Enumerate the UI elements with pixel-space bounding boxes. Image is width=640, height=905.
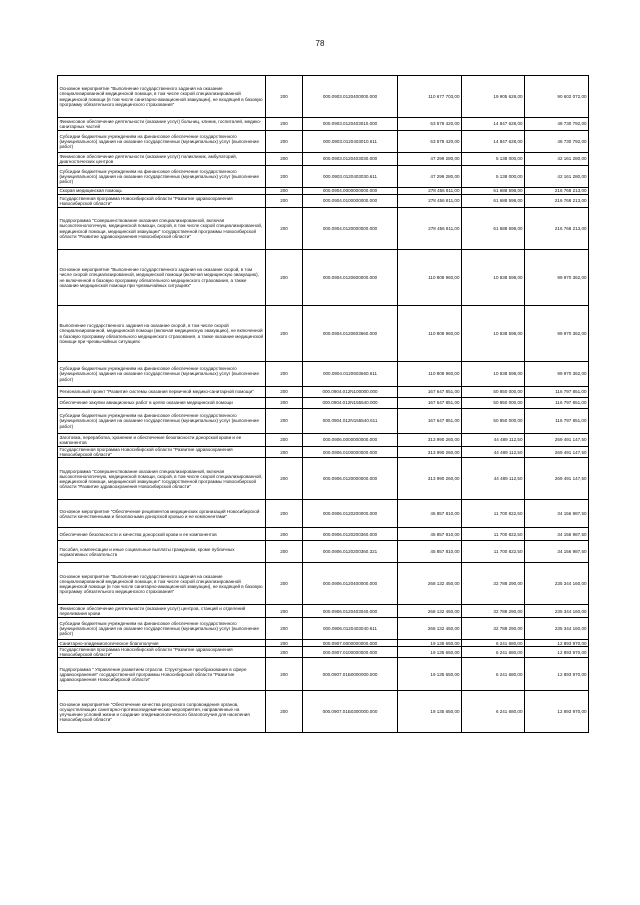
row-classification-code-cell: 000.0906.0120000000.000 bbox=[303, 458, 398, 500]
row-amount-remaining-cell: 34 156 987,50 bbox=[525, 500, 589, 528]
row-amount-approved-cell: 19 135 650,00 bbox=[398, 691, 462, 733]
row-name-cell: Выполнение государственного задания на оказание скорой, в том числе скорой специализированной, медицинской помощи (включая медицинскую эвакуацию), не включенной в базовую программу обязательного медицинского страхования, а также оказание медицинской помощи при чрезвычайных ситуациях bbox=[58, 306, 266, 362]
row-code-cell: 200 bbox=[266, 208, 303, 250]
row-name-cell: Подпрограмма "Совершенствование оказания специализированной, включая высокотехнологичную, медицинской помощи, скорой, в том числе скорой специализированной, медицинской помощи, медицинской эвакуации" государственной программы Новосибирской области "Развитие здравоохранения Новосибирской области" bbox=[58, 208, 266, 250]
row-amount-approved-cell: 278 456 811,00 bbox=[398, 208, 462, 250]
row-code-cell: 200 bbox=[266, 153, 303, 166]
row-name-cell: Обеспечение безопасности и качества донорской крови и ее компонентов bbox=[58, 528, 266, 541]
row-classification-code-cell: 000.0904.0000000000.000 bbox=[303, 188, 398, 195]
row-name-cell: Субсидии бюджетным учреждениям на финансовое обеспечение государственного (муниципального) задания на оказание государственных (муниципальных) услуг (выполнение работ) bbox=[58, 409, 266, 434]
row-amount-executed-cell: 11 700 822,50 bbox=[462, 528, 525, 541]
row-amount-executed-cell: 50 850 000,00 bbox=[462, 387, 525, 398]
row-amount-executed-cell: 61 688 598,00 bbox=[462, 195, 525, 208]
row-code-cell: 200 bbox=[266, 605, 303, 618]
row-code-cell: 200 bbox=[266, 500, 303, 528]
table-row bbox=[58, 76, 589, 118]
row-amount-approved-cell: 313 990 260,00 bbox=[398, 447, 462, 458]
row-code-cell: 200 bbox=[266, 409, 303, 434]
table-row bbox=[58, 188, 589, 195]
row-amount-executed-cell: 10 838 598,00 bbox=[462, 250, 525, 306]
row-classification-code-cell: 000.0906.0120200360.000 bbox=[303, 528, 398, 541]
row-code-cell: 200 bbox=[266, 76, 303, 118]
row-classification-code-cell: 000.0904.0120603660.611 bbox=[303, 362, 398, 387]
row-amount-approved-cell: 268 132 450,00 bbox=[398, 563, 462, 605]
row-classification-code-cell: 000.0906.0120403040.611 bbox=[303, 618, 398, 640]
table-row bbox=[58, 618, 589, 640]
row-amount-remaining-cell: 116 797 851,00 bbox=[525, 409, 589, 434]
row-amount-remaining-cell: 235 344 160,00 bbox=[525, 563, 589, 605]
table-row bbox=[58, 434, 589, 447]
row-classification-code-cell: 000.0907.01Б0300000.000 bbox=[303, 691, 398, 733]
row-code-cell: 200 bbox=[266, 398, 303, 409]
row-code-cell: 200 bbox=[266, 640, 303, 647]
row-classification-code-cell: 000.0906.0120403040.000 bbox=[303, 605, 398, 618]
row-amount-approved-cell: 278 456 811,00 bbox=[398, 195, 462, 208]
row-name-cell: Санитарно-эпидемиологическое благополучие bbox=[58, 640, 266, 647]
row-classification-code-cell: 000.0907.0100000000.000 bbox=[303, 647, 398, 658]
row-code-cell: 200 bbox=[266, 658, 303, 691]
row-name-cell: Обеспечение закупки авиационных работ в целях оказания медицинской помощи bbox=[58, 398, 266, 409]
row-code-cell: 200 bbox=[266, 447, 303, 458]
row-amount-approved-cell: 278 456 811,00 bbox=[398, 188, 462, 195]
row-name-cell: Субсидии бюджетным учреждениям на финансовое обеспечение государственного (муниципального) задания на оказание государственных (муниципальных) услуг (выполнение работ) bbox=[58, 131, 266, 153]
row-name-cell: Пособия, компенсации и иные социальные выплаты гражданам, кроме публичных нормативных обязательств bbox=[58, 541, 266, 563]
row-name-cell: Государственная программа Новосибирской области "Развитие здравоохранения Новосибирской области" bbox=[58, 647, 266, 658]
row-amount-approved-cell: 47 299 280,00 bbox=[398, 153, 462, 166]
row-amount-executed-cell: 5 138 000,00 bbox=[462, 153, 525, 166]
row-amount-remaining-cell: 269 491 147,50 bbox=[525, 458, 589, 500]
row-amount-executed-cell: 61 688 598,00 bbox=[462, 188, 525, 195]
row-amount-approved-cell: 110 808 960,00 bbox=[398, 306, 462, 362]
row-amount-approved-cell: 45 857 810,00 bbox=[398, 528, 462, 541]
row-amount-remaining-cell: 48 730 792,00 bbox=[525, 118, 589, 131]
row-code-cell: 200 bbox=[266, 647, 303, 658]
table-row bbox=[58, 250, 589, 306]
row-amount-executed-cell: 6 241 680,00 bbox=[462, 658, 525, 691]
row-amount-remaining-cell: 235 344 160,00 bbox=[525, 618, 589, 640]
row-classification-code-cell: 000.0906.0120200000.000 bbox=[303, 500, 398, 528]
row-amount-executed-cell: 6 241 680,00 bbox=[462, 640, 525, 647]
table-row bbox=[58, 640, 589, 647]
row-name-cell: Субсидии бюджетным учреждениям на финансовое обеспечение государственного (муниципального) задания на оказание государственных (муниципальных) услуг (выполнение работ) bbox=[58, 362, 266, 387]
row-amount-remaining-cell: 99 970 362,00 bbox=[525, 362, 589, 387]
row-code-cell: 200 bbox=[266, 528, 303, 541]
row-amount-approved-cell: 47 299 280,00 bbox=[398, 166, 462, 188]
row-code-cell: 200 bbox=[266, 362, 303, 387]
row-name-cell: Основное мероприятие "Выполнение государственного задания на оказание специализированной медицинской помощи, в том числе скорой специализированной медицинской помощи (в том числе санитарно-авиационной эвакуации), не входящей в базовую программу обязательного медицинского страхования" bbox=[58, 563, 266, 605]
row-amount-remaining-cell: 269 491 147,50 bbox=[525, 447, 589, 458]
row-amount-executed-cell: 32 788 290,00 bbox=[462, 618, 525, 640]
row-amount-approved-cell: 313 990 260,00 bbox=[398, 458, 462, 500]
row-name-cell: Финансовое обеспечение деятельности (оказание услуг) больниц, клиник, госпиталей, медико-санитарных частей bbox=[58, 118, 266, 131]
row-name-cell: Финансовое обеспечение деятельности (оказание услуг) центров, станций и отделений переливания крови bbox=[58, 605, 266, 618]
row-amount-executed-cell: 14 847 628,00 bbox=[462, 131, 525, 153]
row-code-cell: 200 bbox=[266, 434, 303, 447]
row-classification-code-cell: 000.0903.0120400000.000 bbox=[303, 76, 398, 118]
row-amount-remaining-cell: 12 893 970,00 bbox=[525, 691, 589, 733]
row-amount-remaining-cell: 42 161 280,00 bbox=[525, 166, 589, 188]
row-amount-approved-cell: 110 808 960,00 bbox=[398, 362, 462, 387]
row-classification-code-cell: 000.0904.012N100000.000 bbox=[303, 387, 398, 398]
row-classification-code-cell: 000.0907.0000000000.000 bbox=[303, 640, 398, 647]
row-amount-executed-cell: 5 138 000,00 bbox=[462, 166, 525, 188]
row-amount-executed-cell: 44 489 112,50 bbox=[462, 447, 525, 458]
row-classification-code-cell: 000.0903.0120403010.611 bbox=[303, 131, 398, 153]
table-row bbox=[58, 398, 589, 409]
row-name-cell: Основное мероприятие "Обеспечение реципиентов медицинских организаций Новосибирской области качественными и безопасными донорской кровью и ее компонентами" bbox=[58, 500, 266, 528]
row-amount-remaining-cell: 90 602 072,00 bbox=[525, 76, 589, 118]
row-code-cell: 200 bbox=[266, 618, 303, 640]
row-amount-remaining-cell: 42 161 280,00 bbox=[525, 153, 589, 166]
table-row bbox=[58, 409, 589, 434]
table-row bbox=[58, 362, 589, 387]
row-code-cell: 200 bbox=[266, 691, 303, 733]
table-row bbox=[58, 605, 589, 618]
row-classification-code-cell: 000.0904.0100000000.000 bbox=[303, 195, 398, 208]
row-amount-approved-cell: 19 135 650,00 bbox=[398, 640, 462, 647]
row-code-cell: 200 bbox=[266, 188, 303, 195]
row-classification-code-cell: 000.0906.0000000000.000 bbox=[303, 434, 398, 447]
row-amount-approved-cell: 167 647 851,00 bbox=[398, 387, 462, 398]
row-classification-code-cell: 000.0906.0100000000.000 bbox=[303, 447, 398, 458]
row-amount-remaining-cell: 216 768 213,00 bbox=[525, 195, 589, 208]
row-name-cell: Государственная программа Новосибирской области "Развитие здравоохранения Новосибирской области" bbox=[58, 195, 266, 208]
row-amount-executed-cell: 44 489 112,50 bbox=[462, 434, 525, 447]
table-row bbox=[58, 647, 589, 658]
table-row bbox=[58, 691, 589, 733]
budget-table-body bbox=[58, 76, 589, 733]
table-row bbox=[58, 458, 589, 500]
row-name-cell: Скорая медицинская помощь bbox=[58, 188, 266, 195]
table-row bbox=[58, 195, 589, 208]
row-name-cell: Подпрограмма "Совершенствование оказания специализированной, включая высокотехнологичную, медицинской помощи, скорой, в том числе скорой специализированной, медицинской помощи, медицинской эвакуации" государственной программы Новосибирской области "Развитие здравоохранения Новосибирской области" bbox=[58, 458, 266, 500]
row-name-cell: Государственная программа Новосибирской области "Развитие здравоохранения Новосибирской области" bbox=[58, 447, 266, 458]
row-amount-approved-cell: 167 647 851,00 bbox=[398, 398, 462, 409]
row-name-cell: Субсидии бюджетным учреждениям на финансовое обеспечение государственного (муниципального) задания на оказание государственных (муниципальных) услуг (выполнение работ) bbox=[58, 166, 266, 188]
row-amount-remaining-cell: 99 970 362,00 bbox=[525, 306, 589, 362]
row-amount-approved-cell: 63 578 420,00 bbox=[398, 131, 462, 153]
row-amount-remaining-cell: 12 893 970,00 bbox=[525, 640, 589, 647]
row-code-cell: 200 bbox=[266, 250, 303, 306]
row-classification-code-cell: 000.0904.0120603660.000 bbox=[303, 306, 398, 362]
row-classification-code-cell: 000.0907.01Б0000000.000 bbox=[303, 658, 398, 691]
row-amount-executed-cell: 61 688 598,00 bbox=[462, 208, 525, 250]
row-name-cell: Субсидии бюджетным учреждениям на финансовое обеспечение государственного (муниципального) задания на оказание государственных (муниципальных) услуг (выполнение работ) bbox=[58, 618, 266, 640]
row-amount-approved-cell: 110 808 960,00 bbox=[398, 250, 462, 306]
row-code-cell: 200 bbox=[266, 306, 303, 362]
row-amount-remaining-cell: 116 797 851,00 bbox=[525, 398, 589, 409]
row-amount-executed-cell: 11 700 822,50 bbox=[462, 500, 525, 528]
row-code-cell: 200 bbox=[266, 195, 303, 208]
row-amount-approved-cell: 268 132 450,00 bbox=[398, 605, 462, 618]
row-amount-remaining-cell: 235 344 160,00 bbox=[525, 605, 589, 618]
row-amount-approved-cell: 45 857 810,00 bbox=[398, 541, 462, 563]
table-row bbox=[58, 563, 589, 605]
row-amount-executed-cell: 6 241 680,00 bbox=[462, 691, 525, 733]
table-row bbox=[58, 118, 589, 131]
table-row bbox=[58, 500, 589, 528]
row-amount-executed-cell: 14 847 628,00 bbox=[462, 118, 525, 131]
row-classification-code-cell: 000.0903.0120403030.000 bbox=[303, 153, 398, 166]
table-row bbox=[58, 387, 589, 398]
row-amount-remaining-cell: 12 893 970,00 bbox=[525, 658, 589, 691]
row-classification-code-cell: 000.0906.0120200360.321 bbox=[303, 541, 398, 563]
row-amount-executed-cell: 50 850 000,00 bbox=[462, 398, 525, 409]
row-name-cell: Подпрограмма " Управление развитием отрасли. Структурные преобразования в сфере здравоохранения" государственной программы Новосибирской области "Развитие здравоохранения Новосибирской области" bbox=[58, 658, 266, 691]
row-amount-remaining-cell: 269 491 147,50 bbox=[525, 434, 589, 447]
row-name-cell: Региональный проект "Развитие системы оказания первичной медико-санитарной помощи" bbox=[58, 387, 266, 398]
table-row bbox=[58, 166, 589, 188]
row-classification-code-cell: 000.0903.0120403030.611 bbox=[303, 166, 398, 188]
budget-table bbox=[57, 75, 589, 733]
table-row bbox=[58, 541, 589, 563]
row-amount-remaining-cell: 99 970 362,00 bbox=[525, 250, 589, 306]
row-amount-remaining-cell: 216 768 213,00 bbox=[525, 208, 589, 250]
row-amount-approved-cell: 45 857 810,00 bbox=[398, 500, 462, 528]
page-number: 78 bbox=[315, 39, 325, 48]
row-amount-executed-cell: 44 489 112,50 bbox=[462, 458, 525, 500]
row-code-cell: 200 bbox=[266, 563, 303, 605]
table-row bbox=[58, 306, 589, 362]
row-amount-approved-cell: 167 647 851,00 bbox=[398, 409, 462, 434]
row-amount-approved-cell: 19 135 650,00 bbox=[398, 658, 462, 691]
row-classification-code-cell: 000.0904.012N155540.611 bbox=[303, 409, 398, 434]
row-code-cell: 200 bbox=[266, 387, 303, 398]
row-code-cell: 200 bbox=[266, 541, 303, 563]
row-name-cell: Основное мероприятие "Обеспечение качества ресурсного сопровождения органов, осуществляющих санитарно-противоэпидемические мероприятия, направленные на улучшение условий жизни и создание эпидемиологического благополучия для населения Новосибирской области" bbox=[58, 691, 266, 733]
row-classification-code-cell: 000.0903.0120403010.000 bbox=[303, 118, 398, 131]
row-code-cell: 200 bbox=[266, 131, 303, 153]
table-row bbox=[58, 447, 589, 458]
table-row bbox=[58, 658, 589, 691]
row-amount-executed-cell: 32 788 290,00 bbox=[462, 605, 525, 618]
row-amount-executed-cell: 32 788 290,00 bbox=[462, 563, 525, 605]
row-name-cell: Финансовое обеспечение деятельности (оказание услуг) поликлиник, амбулаторий, диагностических центров bbox=[58, 153, 266, 166]
row-amount-executed-cell: 10 838 598,00 bbox=[462, 306, 525, 362]
row-amount-executed-cell: 11 700 822,50 bbox=[462, 541, 525, 563]
row-classification-code-cell: 000.0904.012N155540.000 bbox=[303, 398, 398, 409]
row-amount-executed-cell: 19 905 628,00 bbox=[462, 76, 525, 118]
table-row bbox=[58, 528, 589, 541]
row-amount-executed-cell: 6 241 680,00 bbox=[462, 647, 525, 658]
table-row bbox=[58, 131, 589, 153]
row-amount-remaining-cell: 34 156 987,50 bbox=[525, 541, 589, 563]
row-amount-remaining-cell: 116 797 851,00 bbox=[525, 387, 589, 398]
row-amount-approved-cell: 63 578 420,00 bbox=[398, 118, 462, 131]
row-amount-approved-cell: 313 990 260,00 bbox=[398, 434, 462, 447]
row-name-cell: Заготовка, переработка, хранение и обеспечение безопасности донорской крови и ее компонентов bbox=[58, 434, 266, 447]
row-classification-code-cell: 000.0906.0120400000.000 bbox=[303, 563, 398, 605]
row-amount-executed-cell: 50 850 000,00 bbox=[462, 409, 525, 434]
row-amount-approved-cell: 268 132 450,00 bbox=[398, 618, 462, 640]
row-amount-remaining-cell: 48 730 792,00 bbox=[525, 131, 589, 153]
row-amount-approved-cell: 19 135 650,00 bbox=[398, 647, 462, 658]
row-code-cell: 200 bbox=[266, 166, 303, 188]
row-name-cell: Основное мероприятие "Выполнение государственного задания на оказание скорой, в том числе скорой специализированной, медицинской помощи (включая медицинскую эвакуацию), не включенной в базовую программу обязательного медицинского страхования, а также оказание медицинской помощи при чрезвычайных ситуациях" bbox=[58, 250, 266, 306]
row-amount-remaining-cell: 216 768 213,00 bbox=[525, 188, 589, 195]
row-classification-code-cell: 000.0904.0120000000.000 bbox=[303, 208, 398, 250]
row-code-cell: 200 bbox=[266, 458, 303, 500]
row-name-cell: Основное мероприятие "Выполнение государственного задания на оказание специализированной медицинской помощи, в том числе скорой специализированной медицинской помощи (в том числе санитарно-авиационной эвакуации), не входящей в базовую программу обязательного медицинского страхования" bbox=[58, 76, 266, 118]
row-amount-remaining-cell: 12 893 970,00 bbox=[525, 647, 589, 658]
table-row bbox=[58, 153, 589, 166]
row-amount-remaining-cell: 34 156 987,50 bbox=[525, 528, 589, 541]
row-classification-code-cell: 000.0904.0120600000.000 bbox=[303, 250, 398, 306]
row-amount-approved-cell: 110 677 703,00 bbox=[398, 76, 462, 118]
row-amount-executed-cell: 10 838 598,00 bbox=[462, 362, 525, 387]
row-code-cell: 200 bbox=[266, 118, 303, 131]
table-row bbox=[58, 208, 589, 250]
